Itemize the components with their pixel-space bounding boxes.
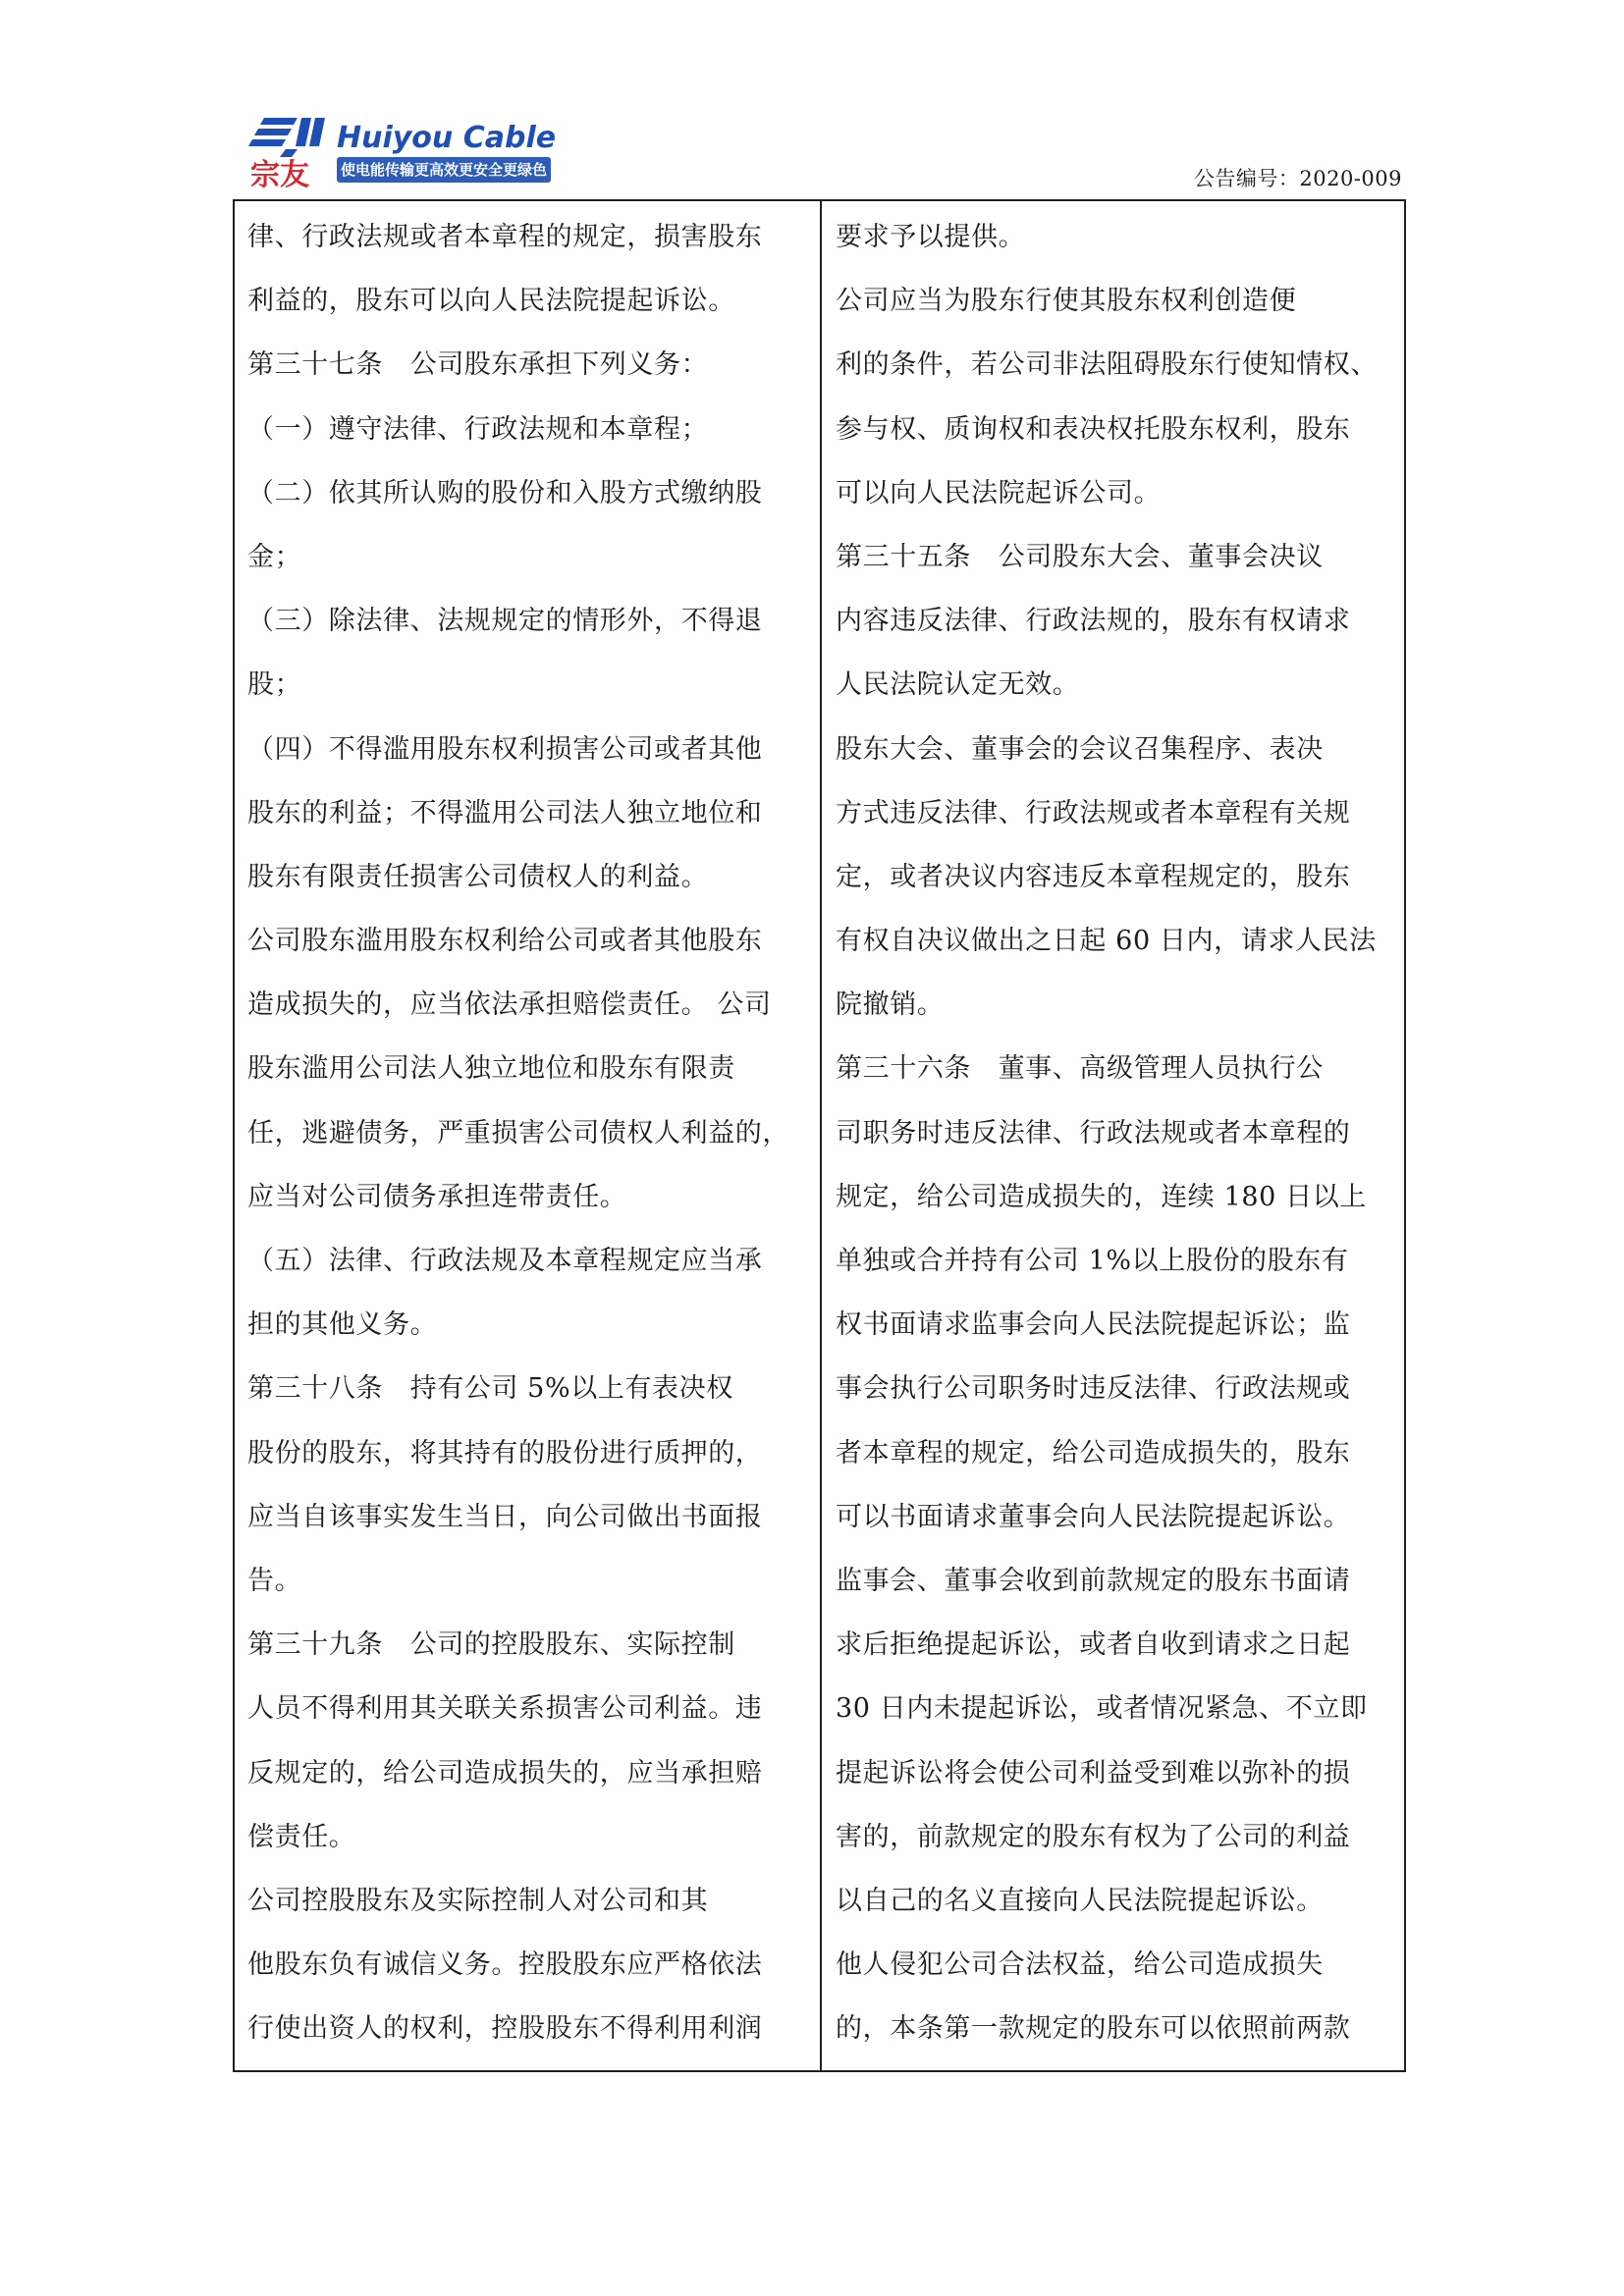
left-column-text-line: 担的其他义务。 [247,1309,438,1341]
left-column-text-line: 利益的，股东可以向人民法院提起诉讼。 [247,286,735,317]
left-column-text-line: 告。 [247,1565,302,1596]
right-column-text-line: 第三十五条 公司股东大会、董事会决议 [836,541,1324,572]
left-column-text-line: 公司控股股东及实际控制人对公司和其 [247,1885,709,1916]
left-column-text-line: （一）遵守法律、行政法规和本章程； [247,413,709,445]
right-column-text-line: 人民法院认定无效。 [836,669,1080,701]
right-column-text-line: 提起诉讼将会使公司利益受到难以弥补的损 [836,1757,1351,1789]
left-column-text-line: 第三十八条 持有公司 5%以上有表决权 [247,1373,733,1405]
right-column-text-line: 有权自决议做出之日起 60 日内，请求人民法 [836,926,1377,957]
right-column-text-line: 规定，给公司造成损失的，连续 180 日以上 [836,1181,1367,1212]
right-column-text-line: 害的，前款规定的股东有权为了公司的利益 [836,1821,1351,1852]
left-column-text-line: （四）不得滥用股东权利损害公司或者其他 [247,733,763,765]
left-column-text-line: 人员不得利用其关联关系损害公司利益。违 [247,1693,763,1725]
left-column-text-line: 他股东负有诚信义务。控股股东应严格依法 [247,1949,763,1981]
logo-graphic [246,114,570,192]
left-column-text-line: （三）除法律、法规规定的情形外，不得退 [247,606,763,637]
right-column-text-line: 以自己的名义直接向人民法院提起诉讼。 [836,1885,1324,1916]
logo-slogan: 使电能传输更高效更安全更绿色 [340,161,548,179]
right-column-text-line: 要求予以提供。 [836,222,1026,252]
right-column-text-line: 可以书面请求董事会向人民法院提起诉讼。 [836,1501,1351,1532]
right-column-text-line: 的，本条第一款规定的股东可以依照前两款 [836,2013,1351,2045]
left-column-text-line: 第三十七条 公司股东承担下列义务： [247,349,709,381]
left-column-text-line: 公司股东滥用股东权利给公司或者其他股东 [247,926,763,957]
left-column [247,213,809,2068]
left-column-text-line: 股东滥用公司法人独立地位和股东有限责 [247,1053,735,1085]
right-column-text-line: 事会执行公司职务时违反法律、行政法规或 [836,1373,1351,1405]
comparison-table [233,199,1406,2072]
column-divider [820,201,822,2070]
logo-brand-name: Huiyou Cable [337,121,557,155]
right-column-text-line: 方式违反法律、行政法规或者本章程有关规 [836,797,1351,828]
right-column-text-line: 30 日内未提起诉讼，或者情况紧急、不立即 [836,1693,1368,1725]
company-logo [246,114,570,192]
left-column-text-line: （五）法律、行政法规及本章程规定应当承 [247,1246,763,1276]
left-column-text-line: 股东有限责任损害公司债权人的利益。 [247,861,709,892]
right-column-text-line: 内容违反法律、行政法规的，股东有权请求 [836,606,1351,637]
left-column-text-line: （二）依其所认购的股份和入股方式缴纳股 [247,477,763,508]
left-column-text-line: 任，逃避债务，严重损害公司债权人利益的， [247,1117,789,1148]
left-column-text-line: 行使出资人的权利，控股股东不得利用利润 [247,2013,763,2045]
left-column-text-line: 反规定的，给公司造成损失的，应当承担赔 [247,1757,763,1789]
right-column-text-line: 公司应当为股东行使其股东权利创造便 [836,286,1297,317]
announcement-number: 公告编号：2020-009 [1193,167,1402,190]
right-column [836,213,1397,2068]
left-column-text-line: 股东的利益；不得滥用公司法人独立地位和 [247,797,763,828]
right-column-text-line: 股东大会、董事会的会议召集程序、表决 [836,733,1324,765]
right-column-text-line: 他人侵犯公司合法权益，给公司造成损失 [836,1949,1324,1981]
right-column-text-line: 单独或合并持有公司 1%以上股份的股东有 [836,1246,1349,1276]
page-header [233,106,1406,192]
right-column-text-line: 利的条件，若公司非法阻碍股东行使知情权、 [836,349,1378,381]
right-column-text-line: 监事会、董事会收到前款规定的股东书面请 [836,1565,1351,1596]
left-column-text-line: 偿责任。 [247,1821,356,1852]
right-column-text-line: 者本章程的规定，给公司造成损失的，股东 [836,1437,1351,1468]
left-column-text-line: 第三十九条 公司的控股股东、实际控制 [247,1629,735,1661]
right-column-text-line: 司职务时违反法律、行政法规或者本章程的 [836,1117,1351,1148]
logo-chinese-name: 宗友 [250,158,309,192]
left-column-text-line: 股； [247,669,302,701]
right-column-text-line: 求后拒绝提起诉讼，或者自收到请求之日起 [836,1629,1351,1661]
right-column-text-line: 定，或者决议内容违反本章程规定的，股东 [836,861,1351,892]
right-column-text-line: 院撤销。 [836,989,945,1021]
right-column-text-line: 第三十六条 董事、高级管理人员执行公 [836,1053,1324,1085]
left-column-text-line: 造成损失的，应当依法承担赔偿责任。 公司 [247,989,772,1021]
right-column-text-line: 权书面请求监事会向人民法院提起诉讼；监 [836,1309,1351,1341]
left-column-text-line: 应当自该事实发生当日，向公司做出书面报 [247,1501,763,1532]
left-column-text-line: 股份的股东，将其持有的股份进行质押的， [247,1437,763,1468]
left-column-text-line: 金； [247,541,302,572]
right-column-text-line: 可以向人民法院起诉公司。 [836,477,1162,508]
logo-emblem [248,118,325,157]
right-column-text-line: 参与权、质询权和表决权托股东权利，股东 [836,413,1351,445]
left-column-text-line: 律、行政法规或者本章程的规定，损害股东 [247,222,763,252]
left-column-text-line: 应当对公司债务承担连带责任。 [247,1181,627,1212]
